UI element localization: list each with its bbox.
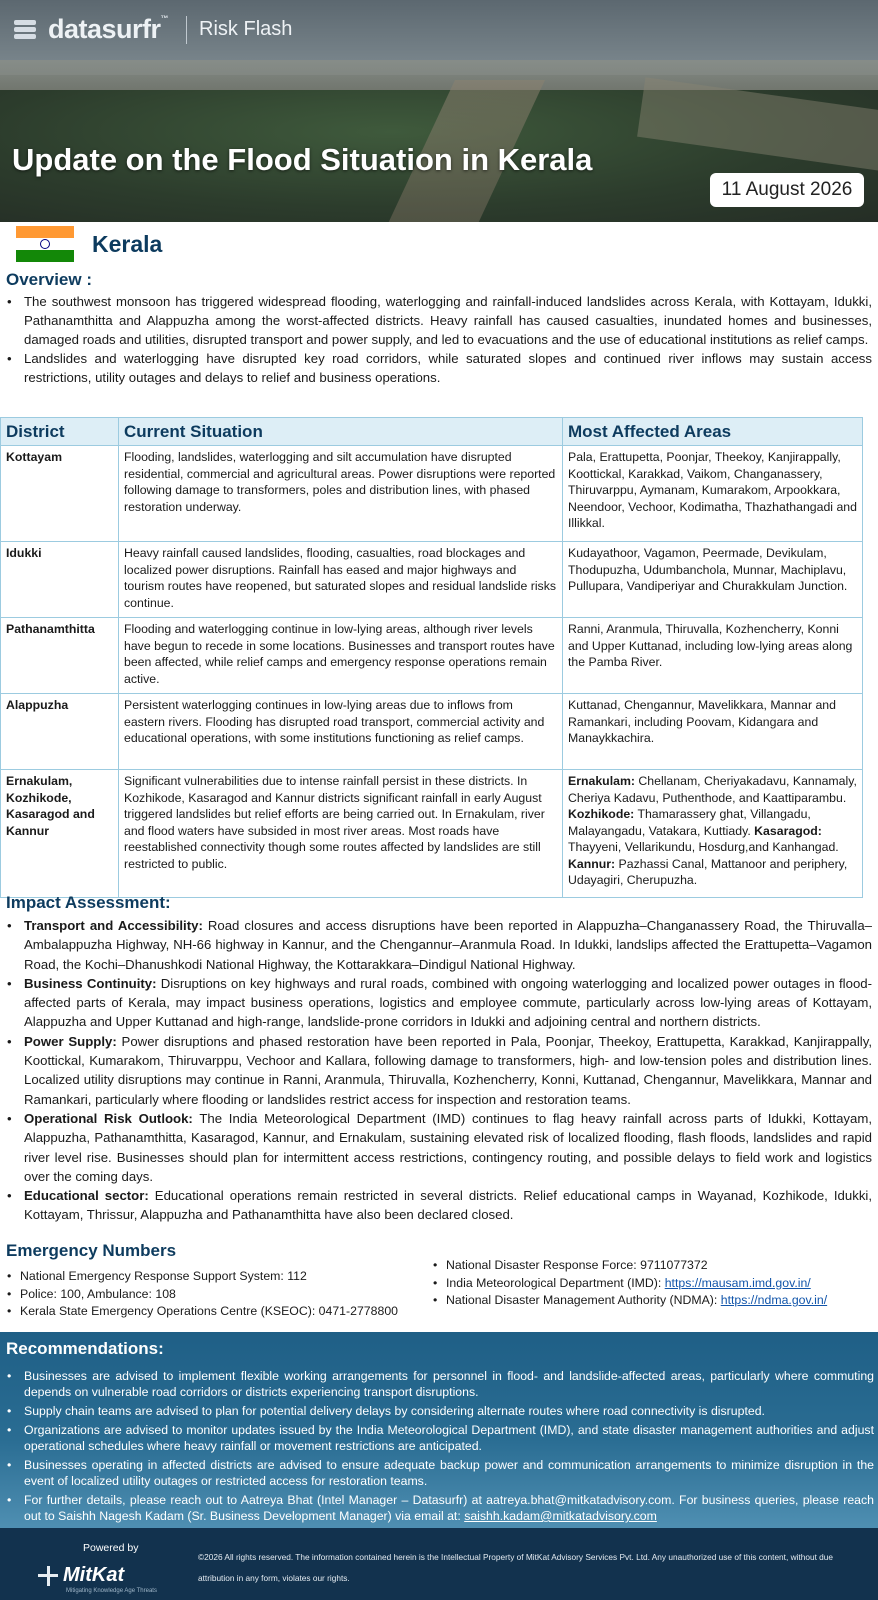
impact-item: • Business Continuity: Disruptions on key highways and rural roads, combined with ongoing waterlogging and localized power outages in flood-affected parts of Kerala, may impact business operations, logistics and employee commute, particularly across low-lying areas of Kottayam, Alappuzha and Upper Kuttanad and high-range, landslide-prone corridors in Idukki and adjoining central and northern districts.	[4, 974, 872, 1032]
datasurfr-logo-icon	[14, 19, 36, 41]
district-cell: Alappuzha	[1, 694, 119, 770]
table-row	[1, 694, 863, 770]
emergency-item: • National Disaster Management Authority (NDMA): https://ndma.gov.in/	[432, 1292, 872, 1310]
overview-bullet: • Landslides and waterlogging have disrupted key road corridors, while saturated slopes and continued river inflows may sustain access restrictions, utility outages and delays to relief and business operations.	[4, 349, 872, 387]
ndma-link[interactable]: https://ndma.gov.in/	[720, 1293, 828, 1307]
recommendations-list	[4, 1368, 874, 1527]
column-header-district: District	[1, 418, 119, 446]
table-row	[1, 446, 863, 542]
impact-title: Impact Assessment:	[6, 893, 171, 912]
product-name: Risk Flash	[199, 18, 293, 40]
area-text: Thamarassery ghat, Villangadu, Malayangadu, Vatakara, Kuttiady.	[568, 807, 811, 838]
overview-title: Overview :	[6, 270, 92, 289]
impact-list	[4, 916, 872, 1225]
recommendations-panel	[0, 1332, 878, 1528]
areas-cell: Pala, Erattupetta, Poonjar, Theekoy, Kanjirappally, Koottickal, Karakkad, Vaikom, Changanassery, Thiruvarppu, Aymanam, Kumarakom, Arpookkara, Neendoor, Vechoor, Kodimatha, Thazhathangadi and Illikkal.	[563, 446, 863, 542]
district-cell: Pathanamthitta	[1, 618, 119, 694]
brand-name: datasurfr™	[48, 14, 169, 44]
emergency-list-right	[432, 1257, 872, 1310]
emergency-item: • National Disaster Response Force: 9711077372	[432, 1257, 872, 1275]
recommendation-item: • Supply chain teams are advised to plan for potential delivery delays by considering alternate routes where road connectivity is disrupted.	[4, 1403, 874, 1419]
area-label: Kasaragod:	[754, 823, 822, 838]
copyright-text: ©2026 All rights reserved. The information contained herein is the Intellectual Property of MitKat Advisory Services Pvt. Ltd. Any unauthorized use of this content, without due attribution in any form, violates our rights.	[198, 1552, 834, 1583]
mitkat-tagline: Mitigating Knowledge Age Threats	[66, 1588, 157, 1594]
column-header-areas: Most Affected Areas	[563, 418, 863, 446]
region-name: Kerala	[92, 230, 163, 257]
footer	[0, 1528, 878, 1600]
recommendation-item: • Organizations are advised to monitor updates issued by the India Meteorological Department (IMD), and state disaster management authorities and adjust operational schedules where heavy rainfall or movement restrictions are anticipated.	[4, 1422, 874, 1454]
situation-cell: Significant vulnerabilities due to intense rainfall persist in these districts. In Kozhikode, Kasaragod and Kannur districts significant rainfall in early August triggered landslides but relief efforts are being carried out. In Ernakulam, river and flood waters have subsided in most river areas. Most roads have reestablished connectivity though some routes affected by landslides are still restricted to public.	[119, 770, 563, 898]
header-banner	[0, 0, 878, 222]
area-label: Ernakulam:	[568, 774, 635, 788]
emergency-item: • India Meteorological Department (IMD): https://mausam.imd.gov.in/	[432, 1275, 872, 1293]
areas-cell: Kuttanad, Chengannur, Mavelikkara, Mannar and Ramankari, including Poovam, Kidangara and Manaykkachira.	[563, 694, 863, 770]
recommendation-item: • Businesses operating in affected districts are advised to ensure adequate backup power and communication arrangements to minimize disruption in the event of localized utility outages or restricted access for restoration teams.	[4, 1457, 874, 1489]
district-table	[0, 417, 863, 898]
recommendation-contact: • For further details, please reach out to Aatreya Bhat (Intel Manager – Datasurfr) at aatreya.bhat@mitkatadvisory.com. For business queries, please reach out to Saishh Nagesh Kadam (Sr. Business Development Manager) via email at: saishh.kadam@mitkatadvisory.com	[4, 1492, 874, 1524]
region-heading	[16, 226, 162, 262]
situation-cell: Heavy rainfall caused landslides, flooding, casualties, road blockages and localized power disruptions. Rainfall has eased and major highways and tourism routes have reopened, but saturated slopes and residual landslide risks continue.	[119, 542, 563, 618]
situation-cell: Persistent waterlogging continues in low-lying areas due to inflows from eastern rivers. Flooding has disrupted road transport, commercial activity and educational operations, with some institutions functioning as relief camps.	[119, 694, 563, 770]
india-flag-icon	[16, 226, 74, 262]
table-row	[1, 770, 863, 898]
brand-divider	[186, 16, 187, 44]
emergency-item: • National Emergency Response Support System: 112	[6, 1268, 426, 1286]
brand-logo	[14, 14, 292, 45]
areas-cell	[563, 770, 863, 898]
table-row	[1, 542, 863, 618]
impact-item: • Educational sector: Educational operations remain restricted in several districts. Relief educational camps in Wayanad, Kozhikode, Idukki, Kottayam, Thrissur, Alappuzha and Pathanamthitta have also been declared closed.	[4, 1186, 872, 1225]
area-label: Kannur:	[568, 856, 616, 871]
areas-cell: Kudayathoor, Vagamon, Peermade, Devikulam, Thodupuzha, Udumbanchola, Munnar, Machiplavu, Pullupara, Vandiperiyar and Churakkulam Junction.	[563, 542, 863, 618]
area-text: Thayyeni, Vellarikundu, Hosdurg,and Kanhangad.	[568, 840, 839, 854]
imd-link[interactable]: https://mausam.imd.gov.in/	[664, 1275, 811, 1290]
recommendation-item: • Businesses are advised to implement flexible working arrangements for personnel in flood- and landslide-affected areas, particularly where commuting depends on vulnerable road corridors or districts experiencing transport disruptions.	[4, 1368, 874, 1400]
overview-bullet: • The southwest monsoon has triggered widespread flooding, waterlogging and rainfall-induced landslides across Kerala, with Kottayam, Idukki, Pathanamthitta and Alappuzha among the worst-affected districts. Heavy rainfall has caused casualties, inundated homes and businesses, damaged roads and utilities, disrupted transport and power supply, and led to evacuations and the use of educational institutions as relief camps.	[4, 292, 872, 349]
emergency-item: • Kerala State Emergency Operations Centre (KSEOC): 0471-2778800	[6, 1303, 426, 1321]
impact-item: • Transport and Accessibility: Road closures and access disruptions have been reported in Alappuzha–Changanassery Road, the Thiruvalla–Ambalappuzha Highway, NH-66 highway in Kannur, and the Chengannur–Aranmula Road. In Idukki, landslips affected the Erattupetta–Vagamon Road, the Kochi–Dhanushkodi National Highway, the Kottarakkara–Dindigul National Highway.	[4, 916, 872, 974]
recommendations-title: Recommendations:	[6, 1339, 164, 1358]
emergency-title: Emergency Numbers	[6, 1241, 177, 1260]
column-header-situation: Current Situation	[119, 418, 563, 446]
impact-item: • Power Supply: Power disruptions and phased restoration have been reported in Pala, Poonjar, Theekoy, Erattupetta, Karakkad, Kanjirappally, Koottickal, Kumarakom, Thiruvarppu, Vechoor and Kallara, following damage to transformers, high- and low-tension poles and distribution lines. Localized utility disruptions may continue in Ranni, Aranmula, Thiruvalla, Kozhencherry, Konni, Kuttanad, Chengannur, Mavelikkara, Mannar and Ramankari, particularly where flooding or landslides restrict access for inspection and restoration teams.	[4, 1032, 872, 1109]
area-text: Chellanam, Cheriyakadavu, Kannamaly, Cheriya Kadavu, Puthenthode, and Kaattiparambu.	[568, 774, 857, 805]
date-badge: 11 August 2026	[710, 173, 864, 207]
district-cell: Ernakulam, Kozhikode, Kasaragod and Kannur	[1, 770, 119, 898]
situation-cell: Flooding, landslides, waterlogging and silt accumulation have disrupted residential, commercial and agricultural areas. Power disruptions were reported following damage to transformers, poles and distribution lines, with phased restoration underway.	[119, 446, 563, 542]
situation-cell: Flooding and waterlogging continue in low-lying areas, although river levels have begun to recede in some locations. Businesses and transport routes have been affected, while relief camps and emergency response operations remain active.	[119, 618, 563, 694]
mitkat-cross-icon	[38, 1566, 58, 1586]
emergency-list-left	[6, 1268, 426, 1321]
district-cell: Kottayam	[1, 446, 119, 542]
contact-email-link[interactable]: saishh.kadam@mitkatadvisory.com	[464, 1509, 657, 1523]
mitkat-logo	[38, 1564, 124, 1587]
area-label: Kozhikode:	[568, 807, 635, 821]
mitkat-name: MitKat	[63, 1564, 125, 1586]
page-title: Update on the Flood Situation in Kerala	[12, 142, 593, 177]
emergency-item: • Police: 100, Ambulance: 108	[6, 1286, 426, 1304]
impact-item: • Operational Risk Outlook: The India Meteorological Department (IMD) continues to flag heavy rainfall across parts of Idukki, Kottayam, Alappuzha, Pathanamthitta, Kasaragod, Kannur, and Ernakulam, sustaining elevated risk of localized flooding, flash floods, landslides and rapid river level rise. Businesses should plan for intermittent access restrictions, contingency routing, and possible delays to field work and logistics over the coming days.	[4, 1109, 872, 1186]
table-header-row	[1, 418, 863, 446]
table-row	[1, 618, 863, 694]
overview-list	[4, 292, 872, 387]
areas-cell: Ranni, Aranmula, Thiruvalla, Kozhencherry, Konni and Upper Kuttanad, including low-lying areas along the Pamba River.	[563, 618, 863, 694]
powered-by-label: Powered by	[83, 1542, 139, 1554]
district-cell: Idukki	[1, 542, 119, 618]
area-text: Pazhassi Canal, Mattanoor and periphery, Udayagiri, Cherupuzha.	[568, 856, 848, 887]
